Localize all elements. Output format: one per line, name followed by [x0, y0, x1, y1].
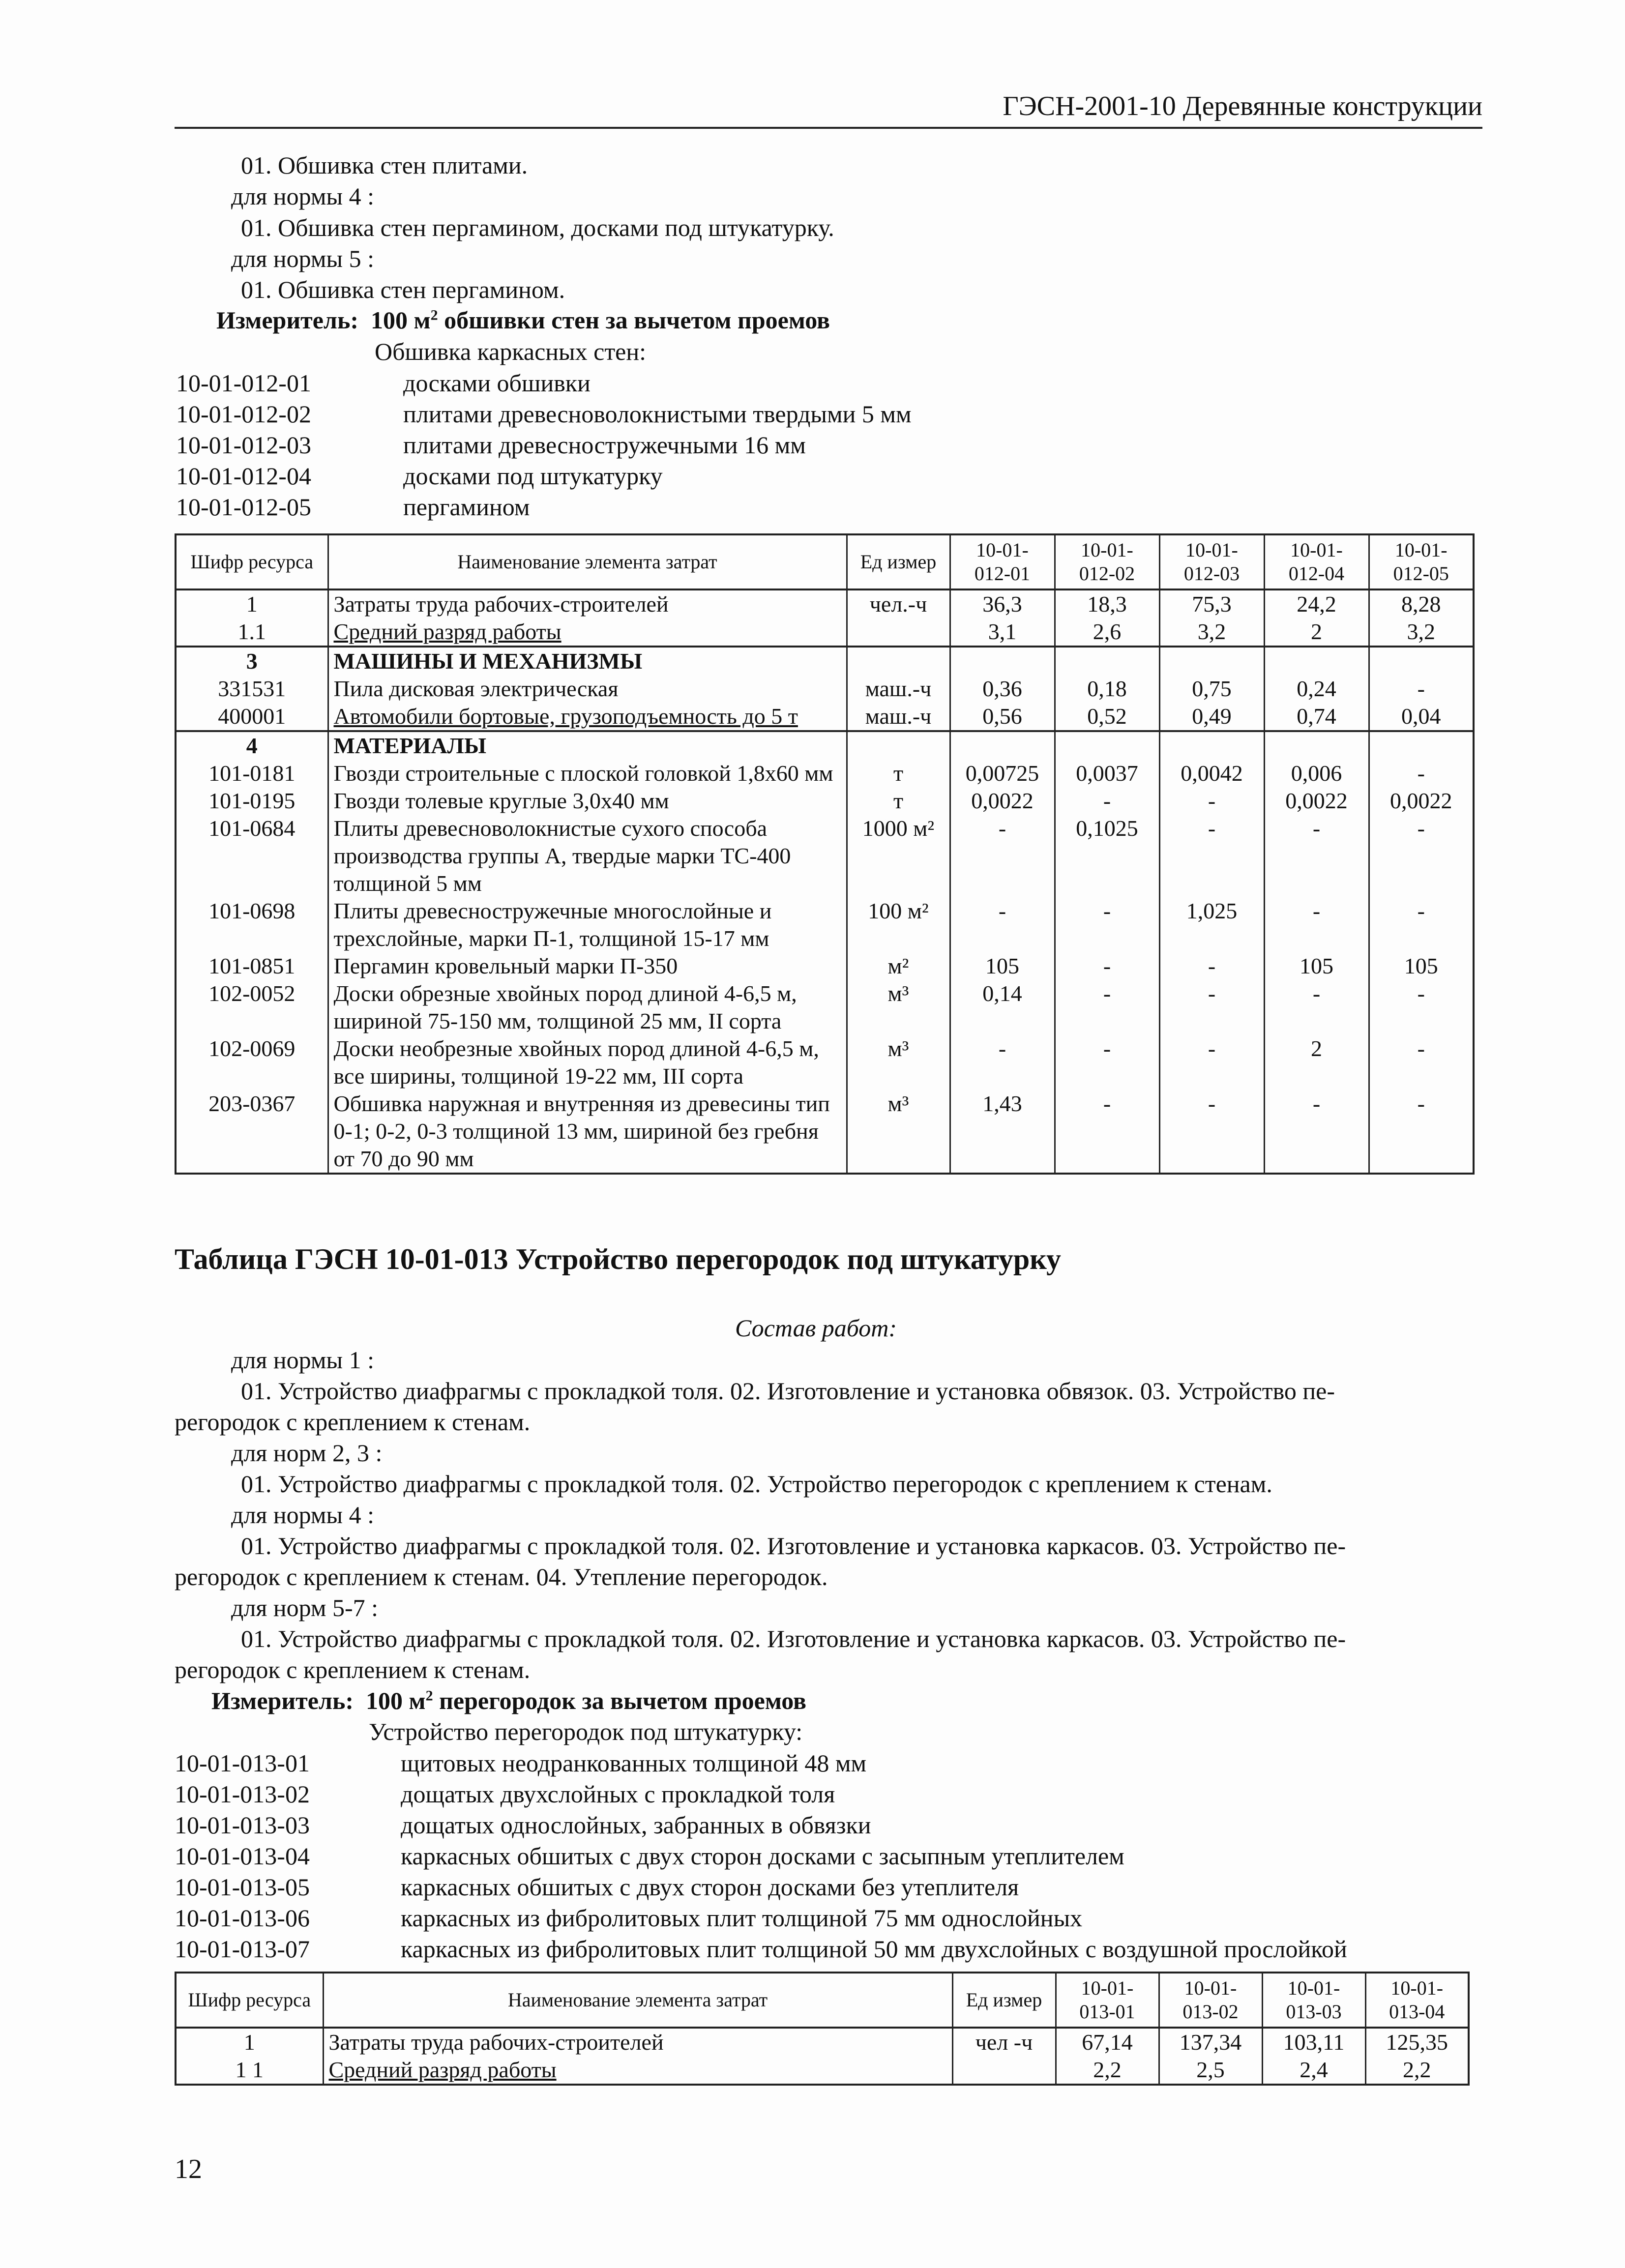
section-title-1: Обшивка каркасных стен:: [375, 338, 647, 365]
value-cell: 2: [1264, 1035, 1369, 1090]
resource-name-cell: Автомобили бортовые, грузоподъемность до 5 т: [328, 703, 847, 731]
table-row: [176, 703, 1474, 731]
column-header: 10-01- 013-02: [1159, 1973, 1262, 2028]
unit-cell: чел.-ч: [847, 589, 950, 618]
unit-cell: маш.-ч: [847, 703, 950, 731]
table-row: [176, 897, 1474, 952]
value-cell: 1,025: [1159, 897, 1264, 952]
table-row: [176, 815, 1474, 897]
value-cell: 0,0037: [1055, 760, 1159, 787]
resource-name-cell: Затраты труда рабочих-строителей: [323, 2028, 952, 2056]
table-row: [176, 760, 1474, 787]
value-cell: 0,75: [1159, 675, 1264, 703]
resource-code-cell: 400001: [176, 703, 328, 731]
value-cell: [1055, 731, 1159, 760]
resource-code-cell: 203-0367: [176, 1090, 328, 1174]
value-cell: 0,0022: [950, 787, 1055, 815]
norm-description: каркасных из фибролитовых плит толщиной 75 мм однослойных: [401, 1904, 1083, 1932]
value-cell: [1369, 647, 1474, 675]
value-cell: -: [1159, 952, 1264, 980]
value-cell: -: [1055, 1090, 1159, 1174]
column-header: 10-01- 013-01: [1056, 1973, 1159, 2028]
column-header: 10-01- 012-01: [950, 534, 1055, 589]
unit-cell: чел -ч: [952, 2028, 1056, 2056]
composition-label: Состав работ:: [735, 1314, 897, 1342]
value-cell: 3,1: [950, 618, 1055, 647]
composition-line: 01. Устройство диафрагмы с прокладкой толя. 02. Изготовление и установка каркасов. 03. Устройство пе-: [241, 1532, 1346, 1560]
value-cell: 0,74: [1264, 703, 1369, 731]
value-cell: 3,2: [1159, 618, 1264, 647]
resource-code-cell: 102-0052: [176, 980, 328, 1035]
value-cell: [1055, 647, 1159, 675]
resource-code-cell: 101-0195: [176, 787, 328, 815]
norm-code: 10-01-013-02: [175, 1780, 310, 1808]
norm-description: щитовых неодранкованных толщиной 48 мм: [401, 1749, 867, 1777]
composition-line: регородок с креплением к стенам.: [175, 1656, 531, 1683]
resource-code-cell: 1 1: [176, 2056, 323, 2085]
header-title: ГЭСН-2001-10 Деревянные конструкции: [1003, 91, 1482, 121]
unit-cell: 100 м²: [847, 897, 950, 952]
value-cell: 0,006: [1264, 760, 1369, 787]
value-cell: 137,34: [1159, 2028, 1262, 2056]
resource-code-cell: 3: [176, 647, 328, 675]
table-row: [176, 731, 1474, 760]
resource-table-2: [175, 1972, 1470, 2086]
column-header: 10-01- 012-04: [1264, 534, 1369, 589]
table-row: [176, 1090, 1474, 1174]
value-cell: 8,28: [1369, 589, 1474, 618]
resource-code-cell: 1: [176, 2028, 323, 2056]
norm-description: плитами древесностружечными 16 мм: [403, 431, 806, 459]
resource-name-cell: Доски обрезные хвойных пород длиной 4-6,5 м, шириной 75-150 мм, толщиной 25 мм, II сорта: [328, 980, 847, 1035]
value-cell: 0,04: [1369, 703, 1474, 731]
value-cell: -: [950, 815, 1055, 897]
value-cell: 0,36: [950, 675, 1055, 703]
resource-name-cell: Средний разряд работы: [323, 2056, 952, 2085]
value-cell: 0,56: [950, 703, 1055, 731]
value-cell: -: [1369, 1035, 1474, 1090]
value-cell: 2,2: [1056, 2056, 1159, 2085]
table-row: [176, 2056, 1469, 2085]
value-cell: -: [1264, 980, 1369, 1035]
value-cell: 103,11: [1262, 2028, 1365, 2056]
resource-name-cell: Плиты древесностружечные многослойные и трехслойные, марки П-1, толщиной 15-17 мм: [328, 897, 847, 952]
resource-code-cell: 1: [176, 589, 328, 618]
value-cell: -: [950, 1035, 1055, 1090]
column-header: 10-01- 012-03: [1159, 534, 1264, 589]
resource-code-cell: 102-0069: [176, 1035, 328, 1090]
resource-table-1: [175, 533, 1475, 1175]
norm-description: дощатых двухслойных с прокладкой толя: [401, 1780, 835, 1808]
value-cell: -: [1055, 952, 1159, 980]
value-cell: -: [1369, 897, 1474, 952]
resource-name-cell: МАШИНЫ И МЕХАНИЗМЫ: [328, 647, 847, 675]
table-row: [176, 589, 1474, 618]
value-cell: 125,35: [1365, 2028, 1469, 2056]
resource-name-cell: Гвозди толевые круглые 3,0х40 мм: [328, 787, 847, 815]
norm-description: каркасных обшитых с двух сторон досками без утеплителя: [401, 1873, 1019, 1901]
value-cell: -: [1369, 980, 1474, 1035]
meter-line-2: Измеритель: 100 $м^2$ перегородок за вычетом проемов: [211, 1687, 807, 1714]
value-cell: -: [1159, 980, 1264, 1035]
resource-code-cell: 4: [176, 731, 328, 760]
value-cell: 0,52: [1055, 703, 1159, 731]
norm-code: 10-01-013-07: [175, 1935, 310, 1963]
composition-line: для нормы 1 :: [231, 1346, 375, 1374]
resource-code-cell: 1.1: [176, 618, 328, 647]
composition-line: регородок с креплением к стенам.: [175, 1408, 531, 1436]
value-cell: -: [1369, 815, 1474, 897]
value-cell: -: [950, 897, 1055, 952]
unit-cell: [847, 731, 950, 760]
intro-line: 01. Обшивка стен плитами.: [241, 151, 528, 179]
resource-name-cell: МАТЕРИАЛЫ: [328, 731, 847, 760]
page-header: [175, 88, 1482, 129]
unit-cell: 1000 м²: [847, 815, 950, 897]
norm-code: 10-01-013-03: [175, 1811, 310, 1839]
value-cell: -: [1159, 787, 1264, 815]
resource-code-cell: 101-0851: [176, 952, 328, 980]
value-cell: -: [1159, 1090, 1264, 1174]
unit-cell: [847, 647, 950, 675]
column-header: Ед измер: [952, 1973, 1056, 2028]
norm-description: досками под штукатурку: [403, 462, 663, 490]
value-cell: 105: [950, 952, 1055, 980]
value-cell: -: [1159, 815, 1264, 897]
table-row: [176, 1035, 1474, 1090]
composition-line: 01. Устройство диафрагмы с прокладкой толя. 02. Изготовление и установка каркасов. 03. Устройство пе-: [241, 1625, 1346, 1652]
value-cell: 0,0022: [1264, 787, 1369, 815]
value-cell: 2,5: [1159, 2056, 1262, 2085]
unit-cell: м³: [847, 1090, 950, 1174]
norm-description: дощатых однослойных, забранных в обвязки: [401, 1811, 871, 1839]
table-row: [176, 647, 1474, 675]
resource-code-cell: 101-0181: [176, 760, 328, 787]
composition-line: 01. Устройство диафрагмы с прокладкой толя. 02. Изготовление и установка обвязок. 03. Устройство пе-: [241, 1377, 1335, 1405]
resource-name-cell: Затраты труда рабочих-строителей: [328, 589, 847, 618]
value-cell: 0,14: [950, 980, 1055, 1035]
value-cell: 0,49: [1159, 703, 1264, 731]
value-cell: 0,18: [1055, 675, 1159, 703]
value-cell: -: [1369, 1090, 1474, 1174]
value-cell: [950, 647, 1055, 675]
page-number: 12: [175, 2154, 202, 2184]
norm-code: 10-01-012-01: [176, 369, 311, 397]
value-cell: 36,3: [950, 589, 1055, 618]
value-cell: [950, 731, 1055, 760]
norm-description: досками обшивки: [403, 369, 591, 397]
norm-description: каркасных обшитых с двух сторон досками с засыпным утеплителем: [401, 1842, 1124, 1870]
unit-cell: м²: [847, 952, 950, 980]
table-row: [176, 980, 1474, 1035]
composition-line: для норм 2, 3 :: [231, 1439, 383, 1467]
resource-name-cell: Обшивка наружная и внутренняя из древесины тип 0-1; 0-2, 0-3 толщиной 13 мм, шириной без гребня от 70 до 90 мм: [328, 1090, 847, 1174]
norm-code: 10-01-012-04: [176, 462, 311, 490]
column-header: Наименование элемента затрат: [323, 1973, 952, 2028]
value-cell: -: [1055, 1035, 1159, 1090]
unit-cell: м³: [847, 1035, 950, 1090]
value-cell: 2,4: [1262, 2056, 1365, 2085]
norm-code: 10-01-013-01: [175, 1749, 310, 1777]
value-cell: 24,2: [1264, 589, 1369, 618]
unit-cell: м³: [847, 980, 950, 1035]
table-row: [176, 2028, 1469, 2056]
value-cell: 75,3: [1159, 589, 1264, 618]
value-cell: -: [1264, 897, 1369, 952]
composition-line: 01. Устройство диафрагмы с прокладкой толя. 02. Устройство перегородок с креплением к стенам.: [241, 1470, 1272, 1498]
value-cell: 1,43: [950, 1090, 1055, 1174]
norm-code: 10-01-013-05: [175, 1873, 310, 1901]
intro-line: 01. Обшивка стен пергамином.: [241, 276, 565, 303]
norm-description: каркасных из фибролитовых плит толщиной 50 мм двухслойных с воздушной прослойкой: [401, 1935, 1347, 1963]
value-cell: -: [1369, 760, 1474, 787]
resource-name-cell: Плиты древесноволокнистые сухого способа производства группы А, твердые марки ТС-400 толщиной 5 мм: [328, 815, 847, 897]
value-cell: -: [1369, 675, 1474, 703]
column-header: 10-01- 012-02: [1055, 534, 1159, 589]
resource-name-cell: Средний разряд работы: [328, 618, 847, 647]
norm-code: 10-01-013-06: [175, 1904, 310, 1932]
resource-code-cell: 101-0698: [176, 897, 328, 952]
value-cell: -: [1159, 1035, 1264, 1090]
column-header: Шифр ресурса: [176, 534, 328, 589]
value-cell: -: [1055, 897, 1159, 952]
column-header: 10-01- 012-05: [1369, 534, 1474, 589]
resource-name-cell: Гвозди строительные с плоской головкой 1,8х60 мм: [328, 760, 847, 787]
unit-cell: т: [847, 760, 950, 787]
column-header: 10-01- 013-04: [1365, 1973, 1469, 2028]
column-header: 10-01- 013-03: [1262, 1973, 1365, 2028]
value-cell: -: [1264, 815, 1369, 897]
value-cell: 2: [1264, 618, 1369, 647]
intro-line: 01. Обшивка стен пергамином, досками под штукатурку.: [241, 214, 834, 241]
value-cell: 3,2: [1369, 618, 1474, 647]
composition-line: для норм 5-7 :: [231, 1594, 379, 1621]
norm-code: 10-01-012-05: [176, 493, 311, 521]
value-cell: [1159, 731, 1264, 760]
value-cell: [1369, 731, 1474, 760]
column-header: Ед измер: [847, 534, 950, 589]
value-cell: 105: [1264, 952, 1369, 980]
value-cell: 0,0042: [1159, 760, 1264, 787]
unit-cell: маш.-ч: [847, 675, 950, 703]
value-cell: 0,0022: [1369, 787, 1474, 815]
table-row: [176, 675, 1474, 703]
value-cell: 0,24: [1264, 675, 1369, 703]
intro-line: для нормы 5 :: [231, 245, 375, 272]
value-cell: -: [1055, 787, 1159, 815]
table-title: Таблица ГЭСН 10-01-013 Устройство перегородок под штукатурку: [175, 1243, 1062, 1275]
value-cell: 2,2: [1365, 2056, 1469, 2085]
unit-cell: т: [847, 787, 950, 815]
meter-line-1: Измеритель: 100 $м^2$ обшивки стен за вычетом проемов: [216, 306, 830, 334]
value-cell: 67,14: [1056, 2028, 1159, 2056]
section-title-2: Устройство перегородок под штукатурку:: [369, 1718, 803, 1745]
resource-name-cell: Пергамин кровельный марки П-350: [328, 952, 847, 980]
value-cell: [1264, 647, 1369, 675]
value-cell: 105: [1369, 952, 1474, 980]
norm-description: плитами древесноволокнистыми твердыми 5 мм: [403, 400, 912, 428]
composition-line: для нормы 4 :: [231, 1501, 375, 1529]
intro-line: для нормы 4 :: [231, 182, 375, 210]
table-row: [176, 787, 1474, 815]
table-row: [176, 952, 1474, 980]
resource-name-cell: Доски необрезные хвойных пород длиной 4-6,5 м, все ширины, толщиной 19-22 мм, III сорта: [328, 1035, 847, 1090]
column-header: Шифр ресурса: [176, 1973, 323, 2028]
column-header: Наименование элемента затрат: [328, 534, 847, 589]
value-cell: -: [1264, 1090, 1369, 1174]
unit-cell: [847, 618, 950, 647]
value-cell: 18,3: [1055, 589, 1159, 618]
value-cell: 2,6: [1055, 618, 1159, 647]
norm-description: пергамином: [403, 493, 530, 521]
unit-cell: [952, 2056, 1056, 2085]
resource-code-cell: 331531: [176, 675, 328, 703]
value-cell: -: [1055, 980, 1159, 1035]
value-cell: 0,00725: [950, 760, 1055, 787]
value-cell: [1264, 731, 1369, 760]
norm-code: 10-01-012-03: [176, 431, 311, 459]
norm-code: 10-01-012-02: [176, 400, 311, 428]
norm-code: 10-01-013-04: [175, 1842, 310, 1870]
composition-line: регородок с креплением к стенам. 04. Утепление перегородок.: [175, 1563, 828, 1591]
resource-name-cell: Пила дисковая электрическая: [328, 675, 847, 703]
value-cell: [1159, 647, 1264, 675]
value-cell: 0,1025: [1055, 815, 1159, 897]
table-row: [176, 618, 1474, 647]
resource-code-cell: 101-0684: [176, 815, 328, 897]
